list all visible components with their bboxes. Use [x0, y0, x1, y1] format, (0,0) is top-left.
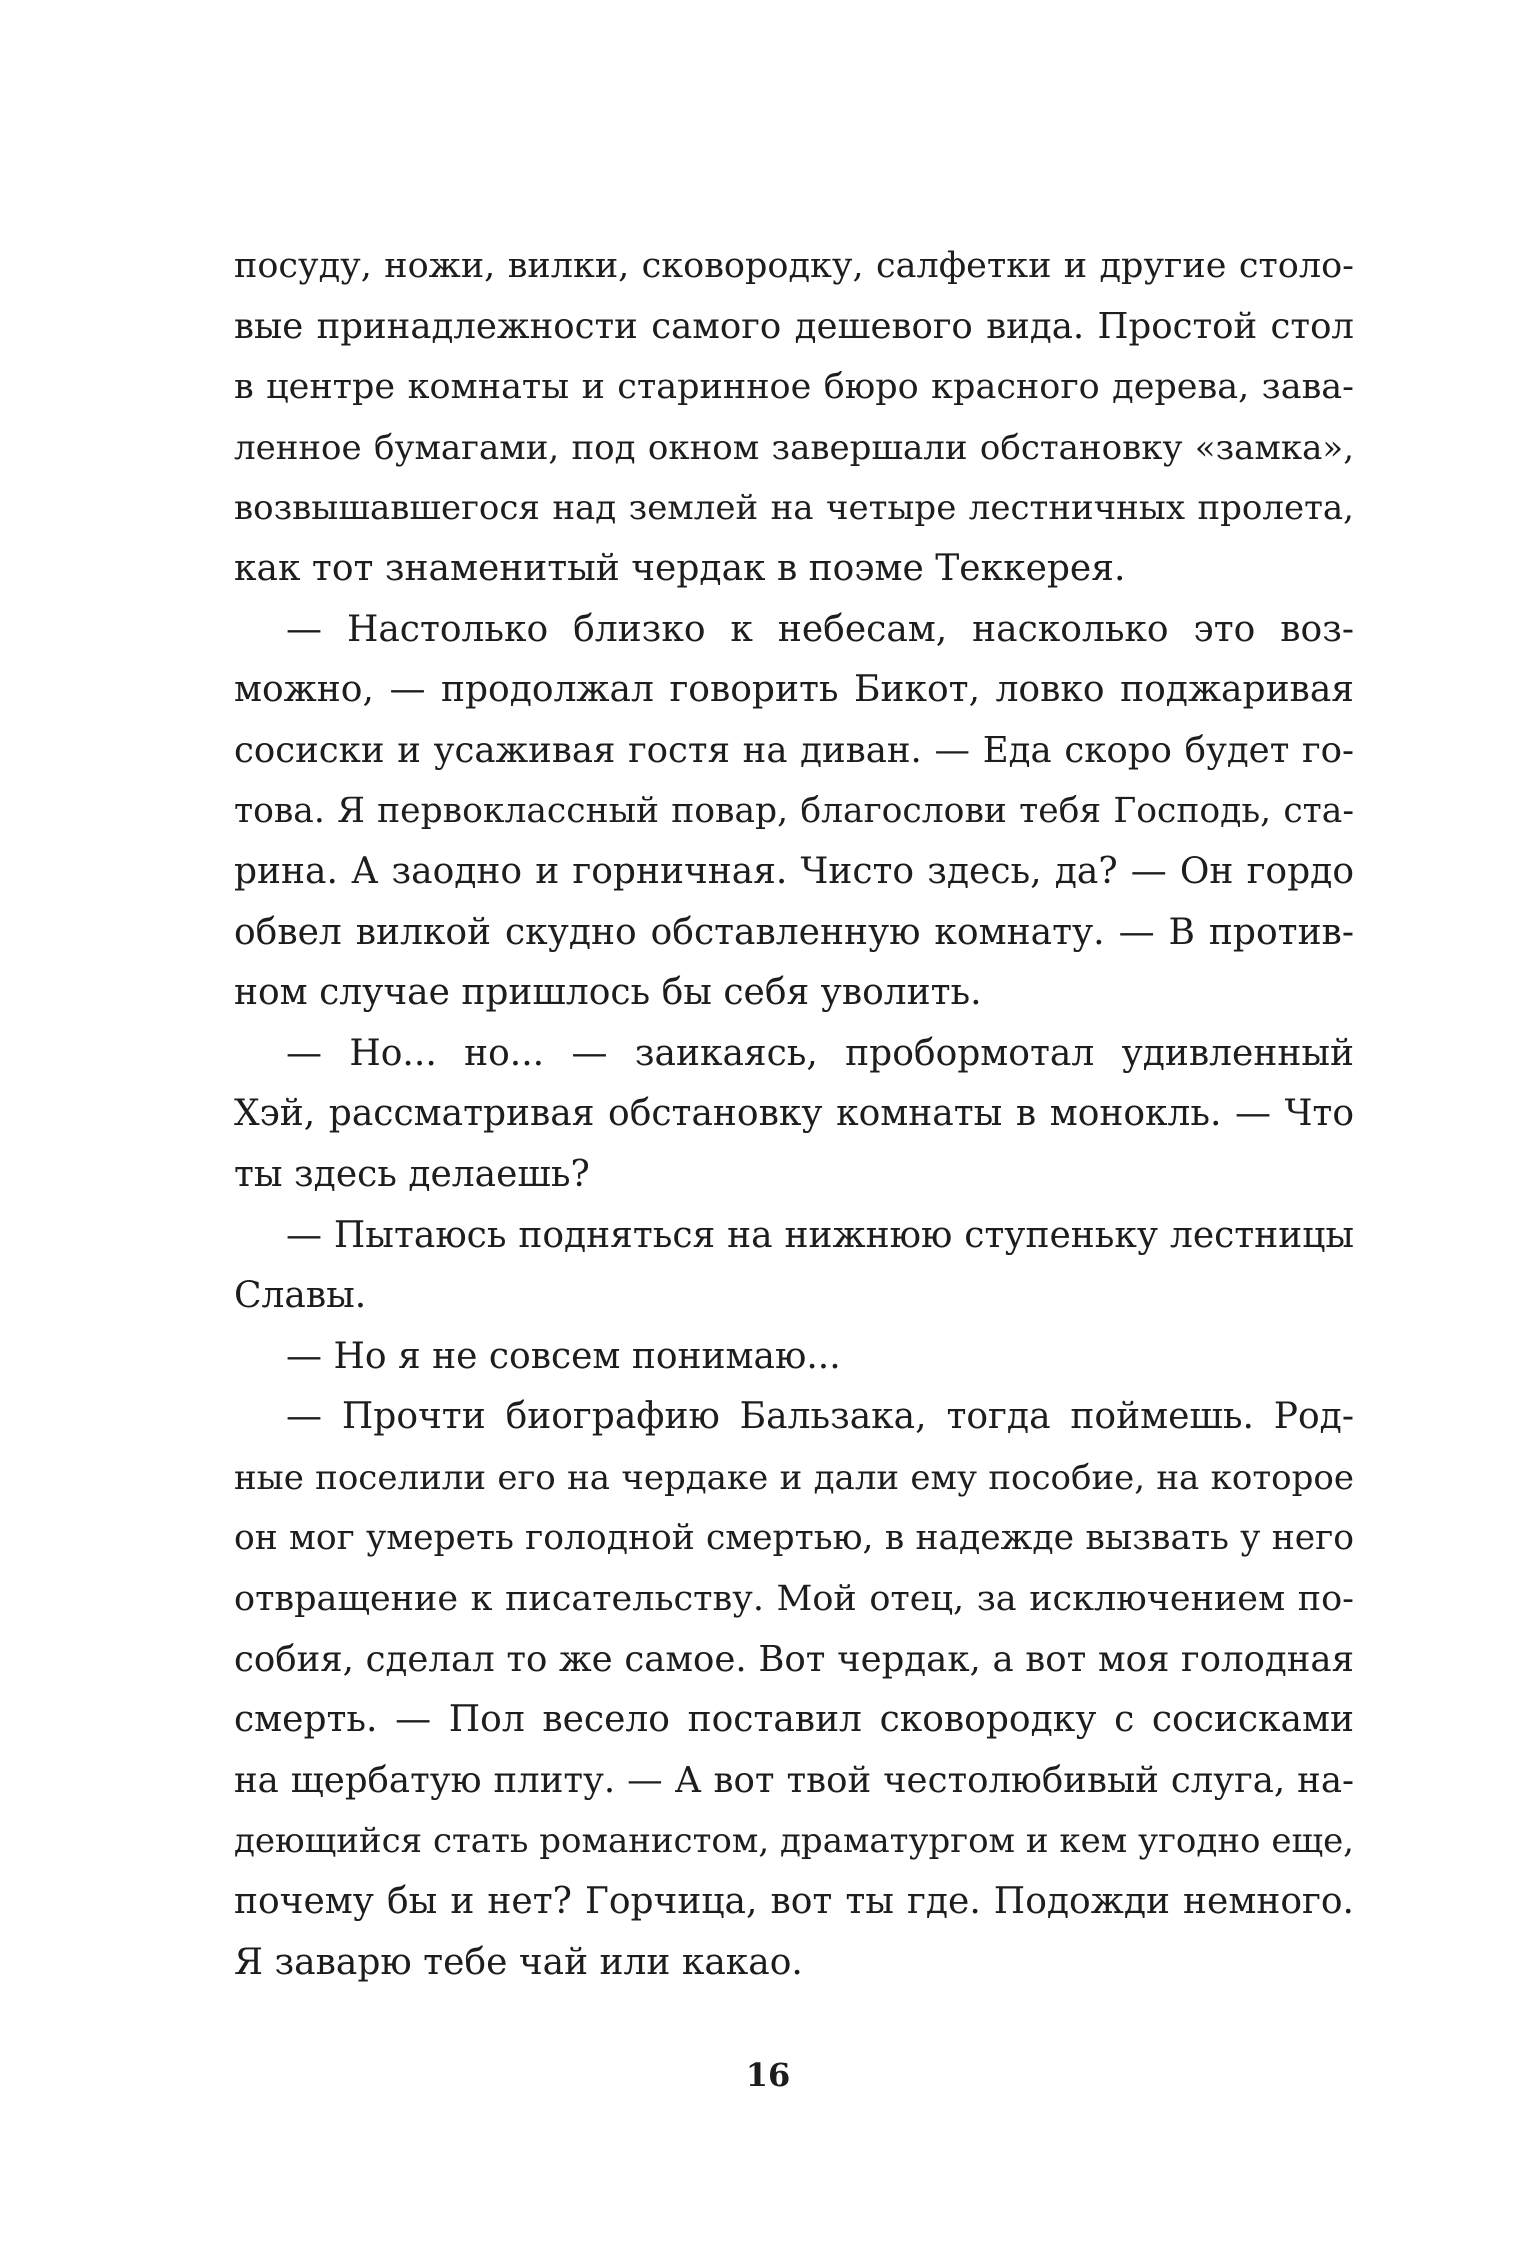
text-line: ные поселили его на чердаке и дали ему пособие, на которое	[234, 1457, 1354, 1498]
text-line: отвращение к писательству. Мой отец, за исключением по-	[234, 1579, 1354, 1620]
text-line: Хэй, рассматривая обстановку комнаты в монокль. — Что	[234, 1093, 1354, 1135]
text-line: Славы.	[234, 1275, 367, 1317]
text-line: ном случае пришлось бы себя уволить.	[234, 972, 982, 1014]
text-line: — Настолько близко к небесам, насколько это воз-	[286, 608, 1354, 650]
text-line: обвел вилкой скудно обставленную комнату. — В против-	[234, 911, 1354, 953]
text-line: можно, — продолжал говорить Бикот, ловко поджаривая	[234, 669, 1354, 711]
text-line: ленное бумагами, под окном завершали обстановку «замка»,	[234, 427, 1354, 468]
text-line: посуду, ножи, вилки, сковородку, салфетки и другие столо-	[234, 246, 1354, 286]
text-line: деющийся стать романистом, драматургом и кем угодно еще,	[234, 1821, 1354, 1862]
text-line: почему бы и нет? Горчица, вот ты где. Подожди немного.	[234, 1881, 1354, 1923]
text-line: рина. А заодно и горничная. Чисто здесь, да? — Он гордо	[234, 850, 1354, 892]
text-line: в центре комнаты и старинное бюро красного дерева, зава-	[234, 367, 1354, 408]
text-line: возвышавшегося над землей на четыре лестничных пролета,	[234, 488, 1354, 529]
text-line: смерть. — Пол весело поставил сковородку с сосисками	[234, 1699, 1354, 1741]
text-line: он мог умереть голодной смертью, в надежде вызвать у него	[234, 1518, 1354, 1559]
text-line: на щербатую плиту. — А вот твой честолюбивый слуга, на-	[234, 1759, 1354, 1801]
text-line: — Прочти биографию Бальзака, тогда поймешь. Род-	[286, 1396, 1354, 1438]
text-line: това. Я первоклассный повар, благослови тебя Господь, ста-	[234, 791, 1354, 832]
text-line: — Но я не совсем понимаю...	[286, 1335, 841, 1377]
body-text	[234, 236, 1354, 1993]
text-line: ты здесь делаешь?	[234, 1153, 590, 1195]
text-line: как тот знаменитый чердак в поэме Теккерея.	[234, 547, 1126, 589]
text-line: — Но... но... — заикаясь, пробормотал удивленный	[286, 1032, 1354, 1074]
text-line: — Пытаюсь подняться на нижнюю ступеньку лестницы	[286, 1214, 1354, 1256]
text-line: собия, сделал то же самое. Вот чердак, а вот моя голодная	[234, 1638, 1354, 1680]
text-line: Я заварю тебе чай или какао.	[234, 1941, 803, 1983]
text-line: вые принадлежности самого дешевого вида. Простой стол	[234, 305, 1354, 347]
text-line: сосиски и усаживая гостя на диван. — Еда скоро будет го-	[234, 729, 1354, 771]
page-number: 16	[745, 2056, 791, 2094]
